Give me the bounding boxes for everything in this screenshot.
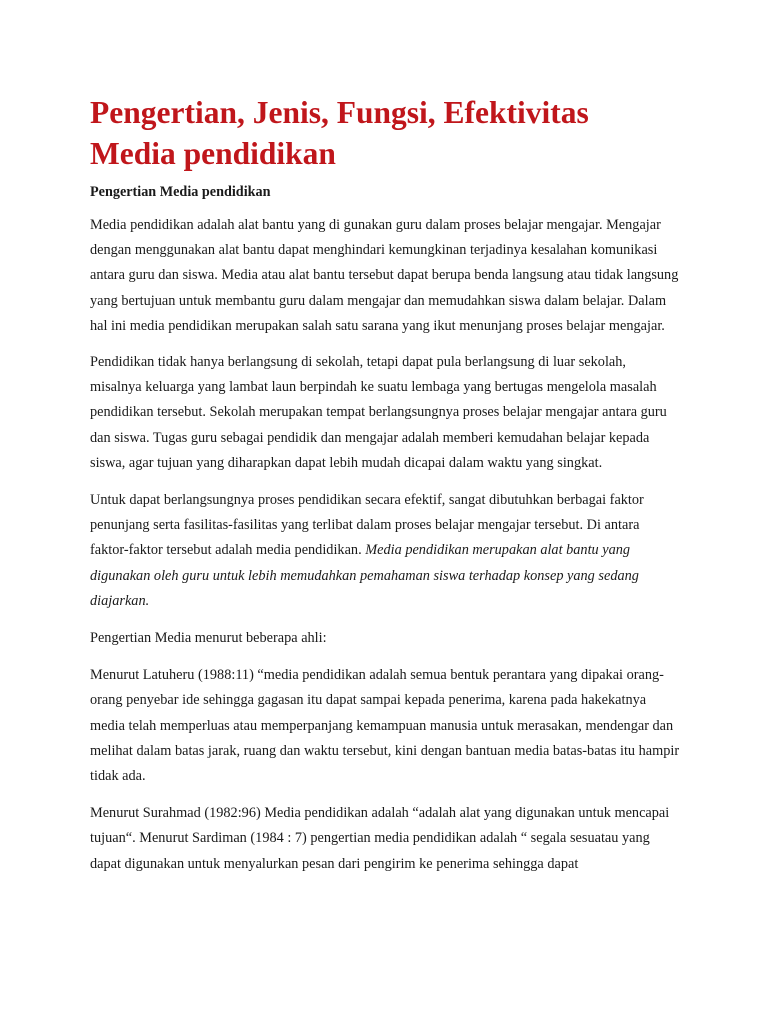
paragraph-effective-factors-emphasis: Media pendidikan merupakan alat bantu yang digunakan oleh guru untuk lebih memudahkan pemahaman siswa terhadap konsep yang sedang diajarkan. bbox=[90, 542, 639, 609]
paragraph-education: Pendidikan tidak hanya berlangsung di sekolah, tetapi dapat pula berlangsung di luar sekolah, misalnya keluarga yang lambat laun berpindah ke suatu lembaga yang bertugas mengelola masalah pendidikan tersebut. Sekolah merupakan tempat berlangsungnya proses belajar mengajar antara guru dan siswa. Tugas guru sebagai pendidik dan mengajar adalah memberi kemudahan belajar kepada siswa, agar tujuan yang diharapkan dapat lebih mudah dicapai dalam waktu yang singkat. bbox=[90, 354, 667, 471]
paragraph-effective-factors bbox=[90, 488, 680, 614]
document-title: Pengertian, Jenis, Fungsi, Efektivitas Media pendidikan bbox=[90, 95, 589, 171]
paragraph-latuheru: Menurut Latuheru (1988:11) “media pendidikan adalah semua bentuk perantara yang dipakai orang-orang penyebar ide sehingga gagasan itu dapat sampai kepada penerima, karena pada hakekatnya media telah memperluas atau memperpanjang kemampuan manusia untuk merasakan, mendengar dan melihat dalam batas jarak, ruang dan waktu tersebut, kini dengan bantuan media batas-batas itu hampir tidak ada. bbox=[90, 667, 680, 785]
paragraph-definition: Media pendidikan adalah alat bantu yang di gunakan guru dalam proses belajar mengajar. Mengajar dengan menggunakan alat bantu dapat menghindari kemungkinan terjadinya kesalahan komunikasi antara guru dan siswa. Media atau alat bantu tersebut dapat berupa benda langsung atau tidak langsung yang bertujuan untuk membantu guru dalam mengajar dan memudahkan siswa dalam belajar. Dalam hal ini media pendidikan merupakan salah satu sarana yang ikut menunjang proses belajar mengajar. bbox=[90, 217, 679, 334]
paragraph-surahmad-sardiman: Menurut Surahmad (1982:96) Media pendidikan adalah “adalah alat yang digunakan untuk mencapai tujuan“. Menurut Sardiman (1984 : 7) pengertian media pendidikan adalah “ segala sesuatau yang dapat digunakan untuk menyalurkan pesan dari pengirim ke penerima sehingga dapat bbox=[90, 805, 670, 872]
paragraph-experts-intro: Pengertian Media menurut beberapa ahli: bbox=[90, 630, 327, 647]
document-page bbox=[90, 92, 680, 877]
paragraph-effective-factors-text: Untuk dapat berlangsungnya proses pendidikan secara efektif, sangat dibutuhkan berbagai faktor penunjang serta fasilitas-fasilitas yang terlibat dalam proses belajar mengajar tersebut. Di antara faktor-faktor tersebut adalah media pendidikan. bbox=[90, 492, 644, 559]
section-heading: Pengertian Media pendidikan bbox=[90, 184, 271, 200]
